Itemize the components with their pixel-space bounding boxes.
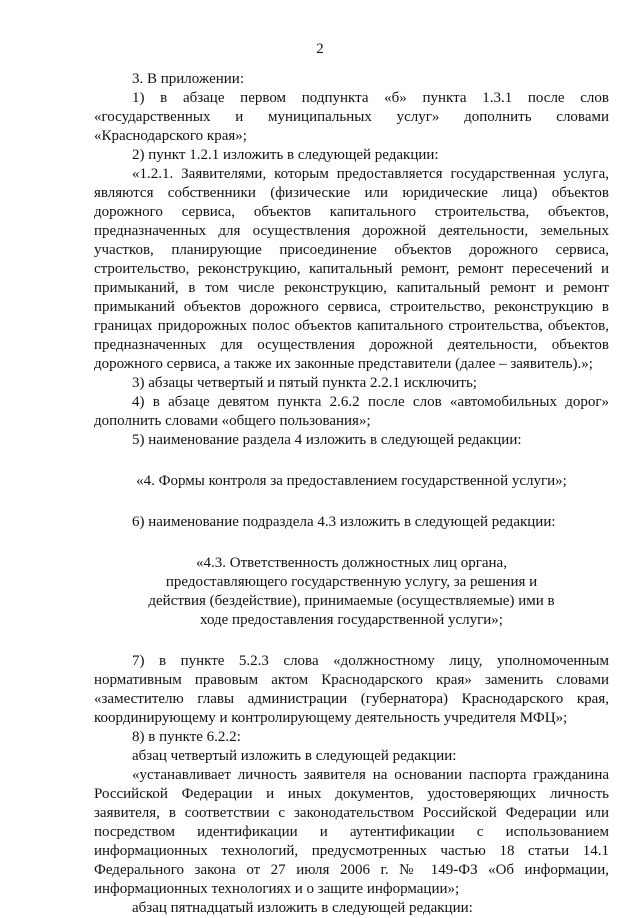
paragraph: 3) абзацы четвертый и пятый пункта 2.2.1 исключить; <box>132 375 477 391</box>
paragraph: «устанавливает личность заявителя на основании паспорта гражданина Российской Федерации и иных документов, удостоверяющих личность заявителя, в соответствии с законодательством Российской Федерации или посредством идентификации и аутентификации с использованием информационных технологий, предусмотренных частью 18 статьи 14.1 Федерального закона от 27 июля 2006 г. № 149-ФЗ «Об информации, информационных технологиях и о защите информации»; <box>94 767 609 897</box>
paragraph: «1.2.1. Заявителями, которым предоставляется государственная услуга, являются собственники (физические или юридические лица) объектов дорожного сервиса, объектов капитального строительства, объектов, предназначенных для осуществления дорожной деятельности, земельных участков, планирующие присоединение объектов дорожного сервиса, строительство, реконструкцию, капитальный ремонт, ремонт пересечений и примыканий, в том числе реконструкцию, капитальный ремонт и ремонт примыканий объектов дорожного сервиса, строительство, реконструкцию в границах придорожных полос объектов капитального строительства, объектов, предназначенных для осуществления дорожной деятельности, объектов дорожного сервиса, а также их законные представители (далее – заявитель).»; <box>94 166 609 372</box>
spacer <box>94 450 609 472</box>
paragraph: 6) наименование подраздела 4.3 изложить в следующей редакции: <box>132 514 556 530</box>
paragraph: 2) пункт 1.2.1 изложить в следующей редакции: <box>132 147 439 163</box>
paragraph: абзац пятнадцатый изложить в следующей редакции: <box>132 900 473 916</box>
paragraph: 5) наименование раздела 4 изложить в следующей редакции: <box>132 432 522 448</box>
subsection-title-line: «4.3. Ответственность должностных лиц органа, <box>196 555 507 571</box>
document-body <box>94 70 609 918</box>
paragraph: абзац четвертый изложить в следующей редакции: <box>132 748 457 764</box>
subsection-title-line: действия (бездействие), принимаемые (осуществляемые) ими в <box>148 593 555 609</box>
paragraph: 4) в абзаце девятом пункта 2.6.2 после слов «автомобильных дорог» дополнить словами «общего пользования»; <box>94 394 609 429</box>
section-4-title: «4. Формы контроля за предоставлением государственной услуги»; <box>136 473 567 489</box>
subsection-title-line: ходе предоставления государственной услуги»; <box>200 612 503 628</box>
paragraph: 1) в абзаце первом подпункта «б» пункта 1.3.1 после слов «государственных и муниципальных услуг» дополнить словами «Краснодарского края»; <box>94 90 609 144</box>
subsection-4-3-title <box>94 554 609 630</box>
paragraph: 8) в пункте 6.2.2: <box>132 729 241 745</box>
spacer <box>94 532 609 554</box>
spacer <box>94 491 609 513</box>
spacer <box>94 630 609 652</box>
paragraph: 7) в пункте 5.2.3 слова «должностному лицу, уполномоченным нормативным правовым актом Краснодарского края» заменить словами «заместителю главы администрации (губернатора) Краснодарского края, координирующему и контролирующему деятельность учредителя МФЦ»; <box>94 653 609 726</box>
page-number: 2 <box>316 41 324 57</box>
subsection-title-line: предоставляющего государственную услугу, за решения и <box>165 574 538 590</box>
paragraph: 3. В приложении: <box>132 71 244 87</box>
